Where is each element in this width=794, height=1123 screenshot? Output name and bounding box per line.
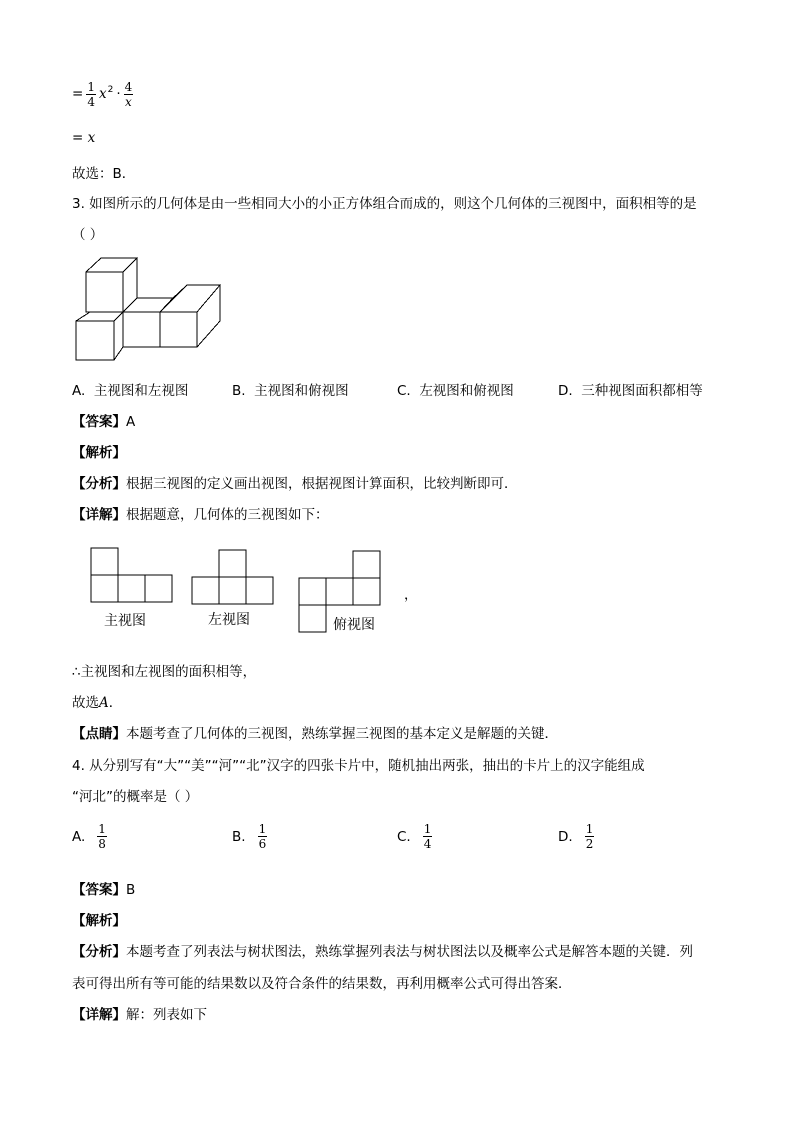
exponent: 2 (107, 85, 114, 95)
q4-options (72, 822, 732, 862)
q4-option-a[interactable]: A. $\frac{1}{8}$ (72, 822, 106, 851)
q3-answer: 【答案】A (72, 414, 136, 430)
q3-xiangjie: 【详解】根据题意，几何体的三视图如下： (72, 507, 329, 523)
q3-analysis-heading: 【解析】 (72, 445, 126, 461)
q3-option-a[interactable]: A. 主视图和左视图 (72, 383, 189, 399)
left-view-figure (191, 549, 275, 607)
q3-option-d[interactable]: D. 三种视图面积都相等 (558, 383, 703, 399)
dot-operator: · (116, 86, 121, 102)
q3-paren: （ ） (72, 227, 104, 243)
views-comma: ， (404, 587, 418, 603)
q3-conclusion: ∴主视图和左视图的面积相等， (72, 664, 257, 680)
left-view-label: 左视图 (208, 612, 250, 628)
q3-choose: 故选A． (72, 695, 123, 711)
q4-fenxi-line-2: 表可得出所有等可能的结果数以及符合条件的结果数，再利用概率公式可得出答案． (72, 976, 572, 992)
equation-line-1 (72, 74, 133, 114)
fraction-four-over-x: $\frac{4}{x}$ (124, 79, 133, 109)
equals-sign: = (72, 86, 84, 102)
q4-xiangjie: 【详解】解：列表如下 (72, 1007, 207, 1023)
q3-options (72, 379, 732, 399)
q3-fenxi: 【分析】根据三视图的定义画出视图，根据视图计算面积，比较判断即可． (72, 476, 518, 492)
front-view-label: 主视图 (104, 613, 146, 629)
q4-option-d[interactable]: D. $\frac{1}{2}$ (558, 822, 594, 851)
fraction-one-quarter: $\frac{1}{4}$ (87, 79, 95, 109)
q3-option-b[interactable]: B. 主视图和俯视图 (232, 383, 349, 399)
q4-stem-line-1: 4. 从分别写有“大”“美”“河”“北”汉字的四张卡片中，随机抽出两张，抽出的卡片上的汉字能组成 (72, 758, 645, 774)
top-view-label: 俯视图 (333, 617, 375, 633)
q4-analysis-heading: 【解析】 (72, 913, 126, 929)
q3-cube-figure (70, 255, 230, 365)
q4-answer: 【答案】B (72, 882, 136, 898)
q3-stem: 3. 如图所示的几何体是由一些相同大小的小正方体组合而成的，则这个几何体的三视图中，面积相等的是 (72, 196, 697, 212)
q4-option-b[interactable]: B. $\frac{1}{6}$ (232, 822, 267, 851)
front-view-figure (90, 547, 174, 605)
equation-line-2: = x (72, 130, 96, 146)
q4-option-c[interactable]: C. $\frac{1}{4}$ (397, 822, 432, 851)
q3-dianjing: 【点睛】本题考查了几何体的三视图，熟练掌握三视图的基本定义是解题的关键． (72, 726, 558, 742)
q4-fenxi-line-1: 【分析】本题考查了列表法与树状图法，熟练掌握列表法与树状图法以及概率公式是解答本题的关键．列 (72, 944, 693, 960)
q4-stem-line-2: “河北”的概率是（ ） (72, 789, 199, 805)
variable-x: x (98, 86, 107, 102)
prev-answer: 故选：B． (72, 166, 136, 182)
q3-option-c[interactable]: C. 左视图和俯视图 (397, 383, 514, 399)
